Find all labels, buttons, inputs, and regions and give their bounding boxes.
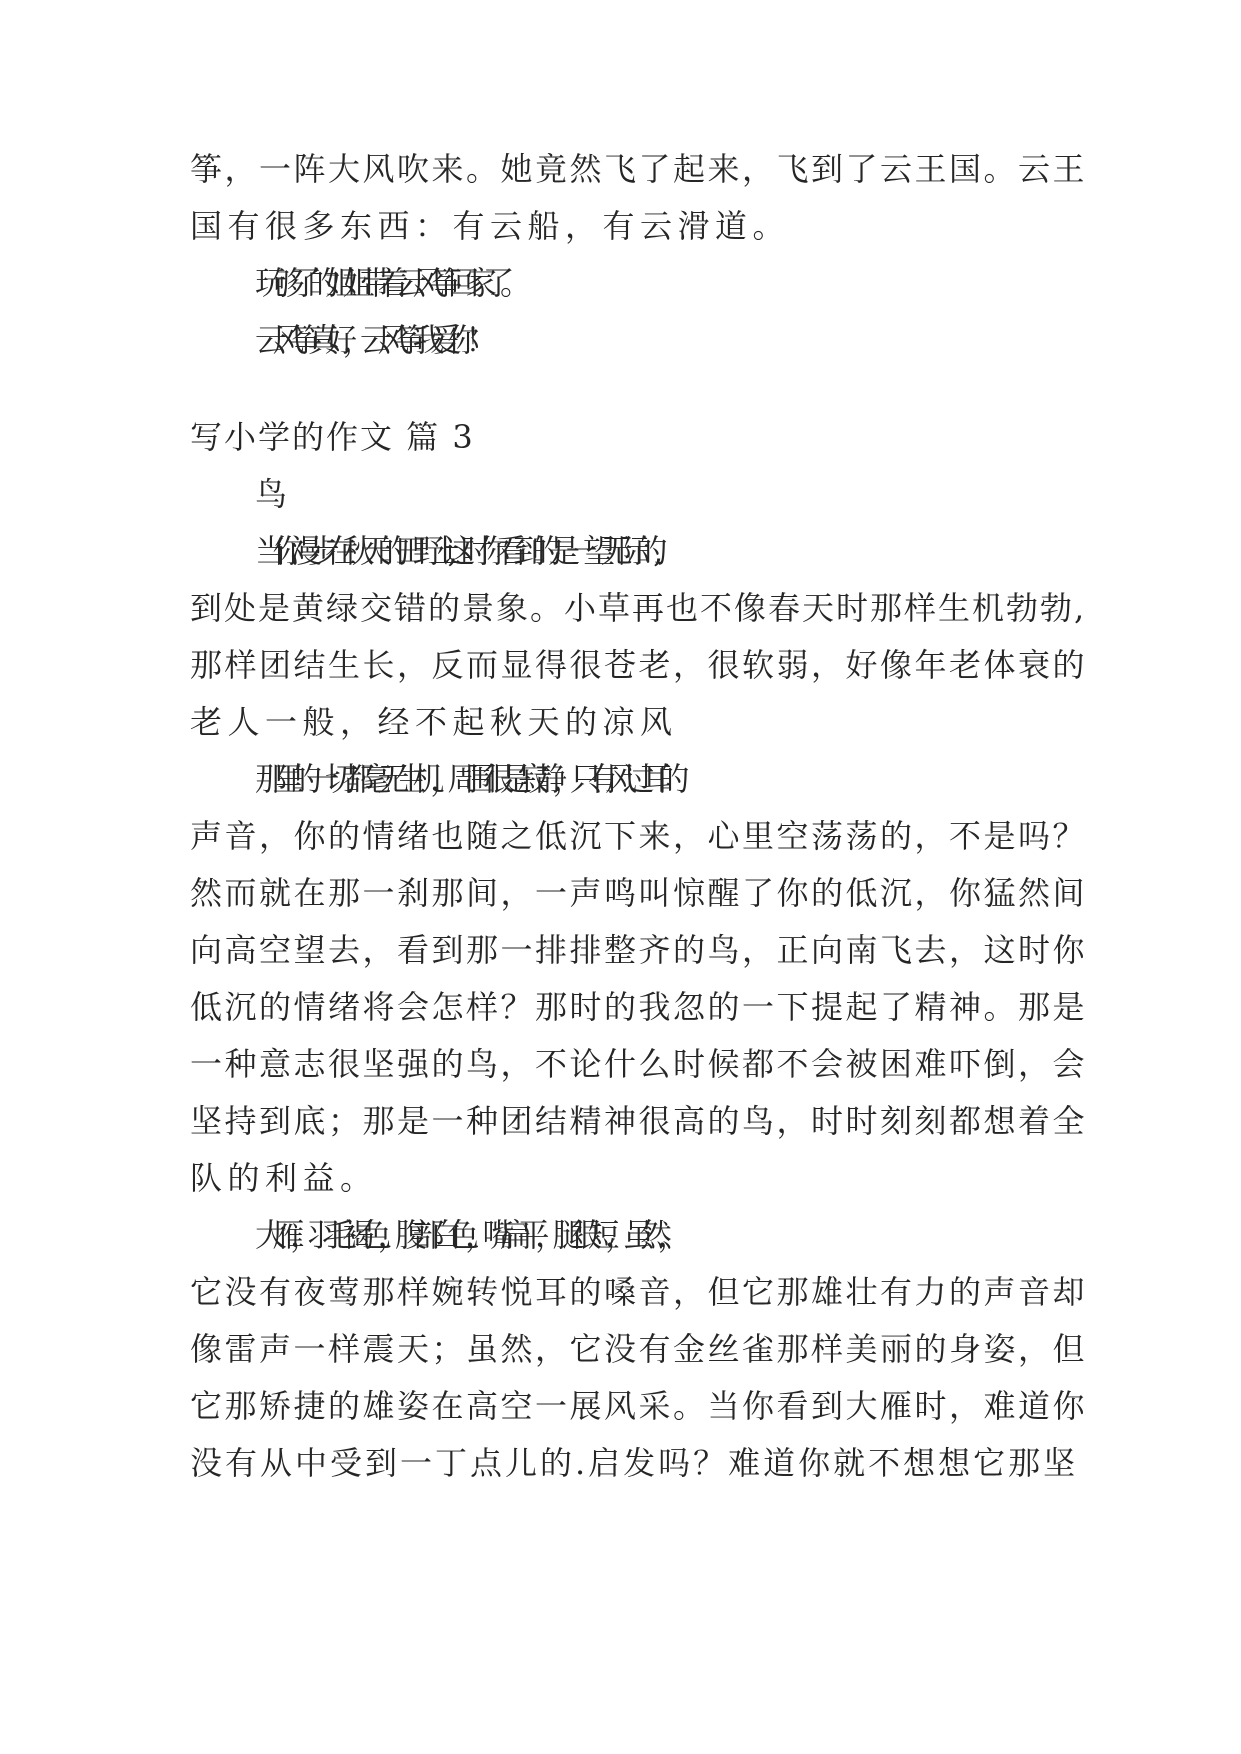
paragraph-line: 玩够了的姐姐带着云风筝回家了。 (255, 264, 518, 302)
paragraph-line: 那里的一切都毫无生机，周围很是寂静，只有风过耳的 (255, 760, 676, 798)
essay-title: 鸟 (255, 475, 273, 513)
paragraph-line: 没有从中受到一丁点儿的.启发吗？难道你就不想想它那坚 (190, 1444, 1079, 1482)
paragraph-line: 国有很多东西：有云船，有云滑道。 (190, 207, 791, 245)
paragraph-line: 坚持到底；那是一种团结精神很高的鸟，时时刻刻都想着全 (190, 1102, 1088, 1140)
paragraph-line: 大雁，羽毛褐色，腹部白色，嘴扁平，腿很短，虽然， (255, 1216, 676, 1254)
paragraph-line: 声音，你的情绪也随之低沉下来，心里空荡荡的，不是吗？ (190, 817, 1088, 855)
paragraph-line: 云风筝真好，云风筝我爱你！ (255, 321, 483, 359)
paragraph-line: 队的利益。 (190, 1159, 378, 1197)
paragraph-line: 一种意志很坚强的鸟，不论什么时候都不会被困难吓倒，会 (190, 1045, 1088, 1083)
section-heading: 写小学的作文 篇 3 (190, 418, 475, 456)
paragraph-line: 它那矫捷的雄姿在高空一展风采。当你看到大雁时，难道你 (190, 1387, 1088, 1425)
paragraph-line: 然而就在那一刹那间，一声鸣叫惊醒了你的低沉，你猛然间 (190, 874, 1088, 912)
paragraph-line: 它没有夜莺那样婉转悦耳的嗓音，但它那雄壮有力的声音却 (190, 1273, 1088, 1311)
paragraph-line: 低沉的情绪将会怎样？那时的我忽的一下提起了精神。那是 (190, 988, 1088, 1026)
paragraph-line: 到处是黄绿交错的景象。小草再也不像春天时那样生机勃勃, (190, 589, 1087, 627)
paragraph-line: 老人一般，经不起秋天的凉风 (190, 703, 678, 741)
paragraph-line: 当你漫步在秋天的田野上,这时你看到的是一望无际的, (255, 532, 649, 570)
paragraph-line: 像雷声一样震天；虽然，它没有金丝雀那样美丽的身姿，但 (190, 1330, 1088, 1368)
paragraph-line: 向高空望去，看到那一排排整齐的鸟，正向南飞去，这时你 (190, 931, 1088, 969)
paragraph-line: 那样团结生长，反而显得很苍老，很软弱，好像年老体衰的 (190, 646, 1088, 684)
paragraph-line: 筝，一阵大风吹来。她竟然飞了起来，飞到了云王国。云王 (190, 150, 1088, 188)
